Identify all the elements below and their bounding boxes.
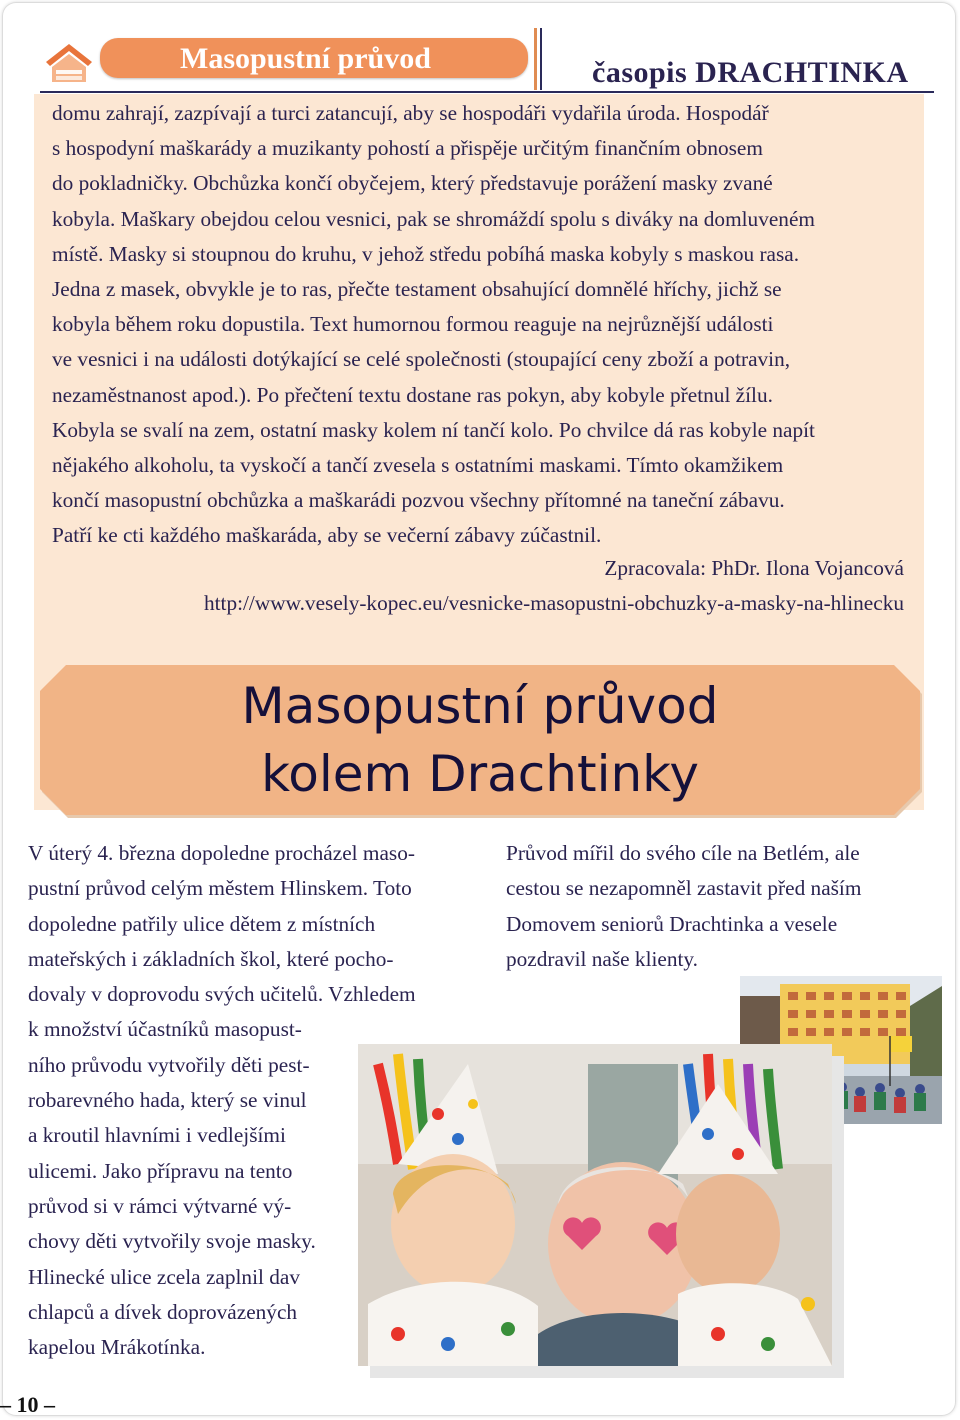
article-line: s hospodyní maškarády a muzikanty pohostí a přispěje určitým finančním obnosem	[52, 136, 763, 161]
column-line: Hlinecké ulice zcela zaplnil dav	[28, 1264, 300, 1289]
column-line: mateřských i základních škol, které pocho-	[28, 946, 394, 971]
page-number: – 10 –	[0, 1392, 55, 1417]
column-line: robarevného hada, který se vinul	[28, 1088, 307, 1113]
column-line: pozdravil naše klienty.	[506, 946, 699, 971]
source-link[interactable]: http://www.vesely-kopec.eu/vesnicke-masopustni-obchuzky-a-masky-na-hlinecku	[203, 591, 904, 615]
article-line: domu zahrají, zazpívají a turci zatancují, aby se hospodáři vydařila úroda. Hospodář	[52, 101, 769, 125]
article-line: Patří ke cti každého maškaráda, aby se večerní zábavy zúčastnil.	[52, 523, 602, 548]
article-top-text	[52, 96, 908, 554]
column-line: Domovem seniorů Drachtinka a vesele	[506, 911, 838, 936]
column-line: a kroutil hlavními i vedlejšími	[28, 1123, 286, 1148]
article-line: končí masopustní obchůzka a maškarádi pozvou všechny přítomné na taneční zábavu.	[52, 488, 785, 513]
headline-line-2: kolem Drachtinky	[261, 745, 699, 803]
section-title-pill	[100, 38, 528, 78]
article-line: do pokladničky. Obchůzka končí obyčejem, který představuje porážení masky zvané	[52, 171, 773, 196]
header-divider-navy	[540, 28, 542, 90]
article-line: místě. Masky si stoupnou do kruhu, v jehož středu pobíhá maska kobyly s maskou rasa.	[52, 241, 800, 266]
column-line: Průvod mířil do svého cíle na Betlém, ale	[506, 841, 860, 865]
house-roof-logo-icon	[44, 40, 94, 86]
article-line: nějakého alkoholu, ta vyskočí a tančí zvesela s ostatními maskami. Tímto okamžikem	[52, 453, 784, 478]
author-credit: Zpracovala: PhDr. Ilona Vojancová	[604, 556, 904, 580]
column-line: dovaly v doprovodu svých učitelů. Vzhledem	[28, 982, 416, 1007]
magazine-name: časopis DRACHTINKA	[592, 56, 909, 89]
section-title: Masopustní průvod	[180, 42, 431, 75]
column-line: průvod si v rámci výtvarné vý-	[28, 1193, 292, 1218]
carnival-masks-photo	[358, 1044, 832, 1366]
column-line: dopoledne patřily ulice dětem z místních	[28, 911, 376, 936]
headline-line-1: Masopustní průvod	[241, 677, 719, 735]
column-line: kapelou Mrákotínka.	[28, 1335, 206, 1360]
article-line: kobyla během roku dopustila. Text humornou formou reaguje na nejrůznější události	[52, 312, 774, 337]
column-line: chlapců a dívek doprovázených	[28, 1299, 298, 1324]
header-rule	[40, 91, 934, 93]
article-line: Kobyla se svalí na zem, ostatní masky kolem ní tančí kolo. Po chvilce dá ras kobyle napít	[52, 417, 815, 442]
column-line: ulicemi. Jako přípravu na tento	[28, 1158, 293, 1183]
article-line: ve vesnici i na události dotýkající se celé společnosti (stoupající ceny zboží a potravin,	[52, 347, 791, 372]
article-line: nezaměstnanost apod.). Po přečtení textu dostane ras pokyn, aby kobyle přetnul žílu.	[52, 382, 773, 407]
column-line: pustní průvod celým městem Hlinskem. Toto	[28, 876, 412, 901]
column-line: k množství účastníků masopust-	[28, 1017, 302, 1042]
column-line: chovy děti vytvořily svoje masky.	[28, 1229, 316, 1254]
article-line: Jedna z masek, obvykle je to ras, přečte testament obsahující domnělé hříchy, jichž se	[52, 277, 782, 302]
column-line: V úterý 4. března dopoledne procházel maso-	[28, 841, 415, 865]
column-line: ního průvodu vytvořily děti pest-	[28, 1052, 310, 1077]
article-line: kobyla. Maškary obejdou celou vesnici, pak se shromáždí spolu s diváky na domluveném	[52, 206, 815, 231]
column-line: cestou se nezapomněl zastavit před naším	[506, 876, 862, 901]
article-right-column	[506, 836, 930, 977]
headline-title	[40, 672, 920, 808]
header-divider-orange	[534, 28, 537, 90]
